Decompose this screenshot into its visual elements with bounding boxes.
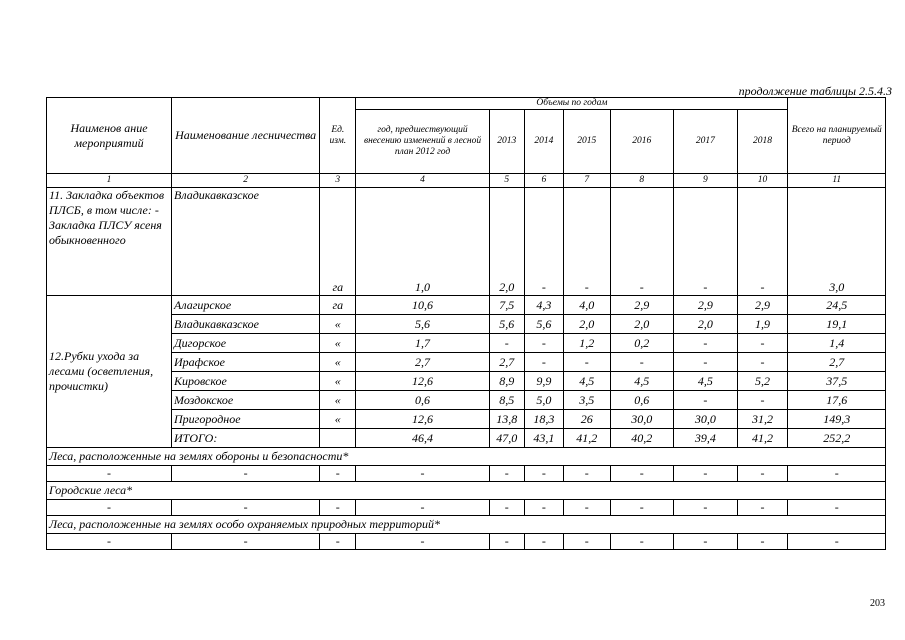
table-row	[47, 188, 886, 296]
value-cell: -	[356, 534, 489, 550]
value-cell: -	[674, 391, 738, 410]
forestry-cell: ИТОГО:	[172, 429, 320, 448]
colnum: 1	[47, 174, 172, 188]
measure-cell: 11. Закладка объектов ПЛСБ, в том числе: - Закладка ПЛСУ ясеня обыкновенного	[47, 188, 172, 296]
unit-cell: «	[320, 315, 356, 334]
value-cell: -	[563, 466, 610, 482]
section-title-row	[47, 516, 886, 534]
value-cell: 18,3	[524, 410, 563, 429]
unit-cell: «	[320, 391, 356, 410]
value-cell: -	[489, 534, 524, 550]
value-cell: 17,6	[788, 391, 886, 410]
value-cell: -	[320, 534, 356, 550]
section-title-row	[47, 448, 886, 466]
value-cell: -	[737, 334, 788, 353]
value-cell: 4,3	[524, 296, 563, 315]
value-cell: -	[610, 534, 674, 550]
value-cell: 5,6	[489, 315, 524, 334]
forestry-cell: Ирафское	[172, 353, 320, 372]
value-cell: 2,0	[610, 315, 674, 334]
value-cell: 24,5	[788, 296, 886, 315]
table-caption: продолжение таблицы 2.5.4.3	[738, 84, 892, 98]
value-cell: 0,2	[610, 334, 674, 353]
value-cell: -	[524, 500, 563, 516]
value-cell: 2,0	[674, 315, 738, 334]
forestry-cell: Кировское	[172, 372, 320, 391]
value-cell: -	[737, 466, 788, 482]
value-cell: 1,4	[788, 334, 886, 353]
value-cell: 2,7	[788, 353, 886, 372]
value-cell: 2,7	[356, 353, 489, 372]
value-cell: -	[737, 353, 788, 372]
value-cell: 10,6	[356, 296, 489, 315]
value-cell: -	[489, 334, 524, 353]
value-cell: -	[356, 466, 489, 482]
value-cell: 2,0	[563, 315, 610, 334]
value-cell: 41,2	[563, 429, 610, 448]
value-cell: -	[674, 188, 738, 296]
header-volumes-by-year: Объемы по годам	[356, 98, 788, 110]
colnum: 10	[737, 174, 788, 188]
colnum: 3	[320, 174, 356, 188]
value-cell: 0,6	[610, 391, 674, 410]
value-cell: 0,6	[356, 391, 489, 410]
value-cell: -	[674, 353, 738, 372]
value-cell: -	[489, 500, 524, 516]
forestry-cell: Моздокское	[172, 391, 320, 410]
colnum: 4	[356, 174, 489, 188]
value-cell: -	[524, 534, 563, 550]
table-row	[47, 466, 886, 482]
forestry-cell: Владикавказское	[172, 315, 320, 334]
value-cell: 5,6	[356, 315, 489, 334]
unit-cell: «	[320, 410, 356, 429]
section-title-row	[47, 482, 886, 500]
colnum: 8	[610, 174, 674, 188]
page-number: 203	[870, 598, 885, 609]
section-title: Леса, расположенные на землях обороны и безопасности*	[47, 448, 886, 466]
header-2015: 2015	[563, 110, 610, 174]
value-cell: 2,9	[674, 296, 738, 315]
header-2017: 2017	[674, 110, 738, 174]
value-cell: 9,9	[524, 372, 563, 391]
value-cell: 252,2	[788, 429, 886, 448]
value-cell: -	[563, 353, 610, 372]
value-cell: 2,0	[489, 188, 524, 296]
value-cell: 1,7	[356, 334, 489, 353]
value-cell: -	[320, 466, 356, 482]
value-cell: -	[47, 500, 172, 516]
header-total: Всего на планируемый период	[788, 98, 886, 174]
value-cell: -	[524, 353, 563, 372]
table-row	[47, 296, 886, 315]
table-row	[47, 353, 886, 372]
value-cell: -	[788, 534, 886, 550]
value-cell: 4,5	[610, 372, 674, 391]
header-2013: 2013	[489, 110, 524, 174]
value-cell: 2,7	[489, 353, 524, 372]
value-cell: -	[172, 534, 320, 550]
unit-cell	[320, 429, 356, 448]
value-cell: 7,5	[489, 296, 524, 315]
value-cell: 26	[563, 410, 610, 429]
value-cell: -	[610, 353, 674, 372]
table-row	[47, 534, 886, 550]
value-cell: -	[524, 334, 563, 353]
value-cell: 19,1	[788, 315, 886, 334]
value-cell: 1,9	[737, 315, 788, 334]
table-row	[47, 429, 886, 448]
value-cell: 1,2	[563, 334, 610, 353]
header-unit: Ед. изм.	[320, 98, 356, 174]
value-cell: -	[737, 500, 788, 516]
value-cell: -	[674, 534, 738, 550]
value-cell: 46,4	[356, 429, 489, 448]
table-row	[47, 410, 886, 429]
section-rows	[47, 448, 886, 550]
value-cell: -	[563, 534, 610, 550]
value-cell: 2,9	[610, 296, 674, 315]
value-cell: 4,5	[674, 372, 738, 391]
colnum: 2	[172, 174, 320, 188]
value-cell: -	[610, 500, 674, 516]
value-cell: 5,2	[737, 372, 788, 391]
value-cell: -	[47, 466, 172, 482]
value-cell: 8,9	[489, 372, 524, 391]
colnum: 11	[788, 174, 886, 188]
value-cell: 5,0	[524, 391, 563, 410]
value-cell: -	[172, 500, 320, 516]
section-title: Леса, расположенные на землях особо охраняемых природных территорий*	[47, 516, 886, 534]
colnum: 9	[674, 174, 738, 188]
value-cell: -	[788, 500, 886, 516]
value-cell: -	[489, 466, 524, 482]
value-cell: -	[563, 188, 610, 296]
value-cell: 1,0	[356, 188, 489, 296]
table-row	[47, 391, 886, 410]
value-cell: 8,5	[489, 391, 524, 410]
value-cell: 47,0	[489, 429, 524, 448]
unit-cell: «	[320, 353, 356, 372]
value-cell: -	[610, 466, 674, 482]
unit-cell: «	[320, 372, 356, 391]
value-cell: 4,0	[563, 296, 610, 315]
table-row	[47, 372, 886, 391]
header-prior-year: год, предшествующий внесению изменений в лесной план 2012 год	[356, 110, 489, 174]
colnum: 5	[489, 174, 524, 188]
value-cell: 12,6	[356, 410, 489, 429]
value-cell: 3,0	[788, 188, 886, 296]
header-measure: Наименов ание мероприятий	[47, 98, 172, 174]
value-cell: 30,0	[610, 410, 674, 429]
forestry-cell: Алагирское	[172, 296, 320, 315]
value-cell: -	[524, 188, 563, 296]
colnum: 7	[563, 174, 610, 188]
value-cell: 3,5	[563, 391, 610, 410]
value-cell: -	[356, 500, 489, 516]
value-cell: -	[674, 466, 738, 482]
value-cell: -	[320, 500, 356, 516]
value-cell: -	[788, 466, 886, 482]
thinning-rows	[47, 296, 886, 448]
value-cell: -	[674, 500, 738, 516]
value-cell: 5,6	[524, 315, 563, 334]
header-2014: 2014	[524, 110, 563, 174]
header-2018: 2018	[737, 110, 788, 174]
value-cell: 43,1	[524, 429, 563, 448]
value-cell: 41,2	[737, 429, 788, 448]
forestry-cell: Пригородное	[172, 410, 320, 429]
table-row	[47, 334, 886, 353]
value-cell: -	[737, 534, 788, 550]
value-cell: 149,3	[788, 410, 886, 429]
value-cell: -	[172, 466, 320, 482]
colnum: 6	[524, 174, 563, 188]
value-cell: 12,6	[356, 372, 489, 391]
unit-cell: га	[320, 296, 356, 315]
forestry-cell: Дигорское	[172, 334, 320, 353]
value-cell: 39,4	[674, 429, 738, 448]
value-cell: 2,9	[737, 296, 788, 315]
value-cell: 13,8	[489, 410, 524, 429]
section-title: Городские леса*	[47, 482, 886, 500]
value-cell: 31,2	[737, 410, 788, 429]
table-row	[47, 500, 886, 516]
value-cell: 37,5	[788, 372, 886, 391]
value-cell: 40,2	[610, 429, 674, 448]
header-2016: 2016	[610, 110, 674, 174]
value-cell: -	[610, 188, 674, 296]
value-cell: -	[47, 534, 172, 550]
value-cell: -	[674, 334, 738, 353]
forestry-cell: Владикавказское	[172, 188, 320, 296]
table-row	[47, 315, 886, 334]
value-cell: 4,5	[563, 372, 610, 391]
measure-cell: 12.Рубки ухода за лесами (осветления, прочистки)	[47, 296, 172, 448]
forestry-table	[46, 97, 886, 550]
value-cell: 30,0	[674, 410, 738, 429]
value-cell: -	[737, 391, 788, 410]
header-forestry: Наименование лесничества	[172, 98, 320, 174]
value-cell: -	[524, 466, 563, 482]
value-cell: -	[737, 188, 788, 296]
unit-cell: га	[320, 188, 356, 296]
unit-cell: «	[320, 334, 356, 353]
value-cell: -	[563, 500, 610, 516]
